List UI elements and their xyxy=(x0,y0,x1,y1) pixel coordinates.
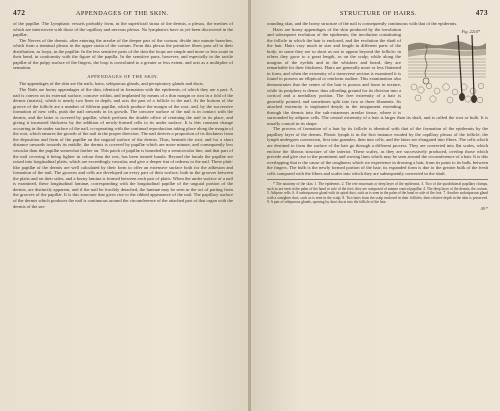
running-head-title-left: APPENDAGES OF THE SKIN. xyxy=(75,10,169,17)
left-body-text xyxy=(13,21,233,209)
paragraph: of the papillæ. The Lymphatic vessels probably form, in the superficial strata of the dermis, a plexus, the meshes of which are interwoven with those of the capillary and nervous plexus. No lymphatics have as yet been discovered in the papillæ. xyxy=(13,21,233,38)
figure-caption: Fig. 2214* xyxy=(461,28,480,34)
footnote xyxy=(267,179,488,205)
footnote-text: * The anatomy of the skin. 1. The epidermis. 2. The rete mucosum or deep layer of the epidermis. 3. Two of the quadrilateral papillary clumps, such as are seen in the palm of the hand or sole of the foot; they are composed of minute conical papillæ. 4. The deep layer of the dermis, the corium. 5. Adipose cells. 6. A sudoriparous gland with its spiral duct, such as is seen in the palm of the hand or sole of the foot. 7. Another sudoriparous gland with a straighter duct, such as is seen in the scalp. 8. Two hairs from the scalp enclosed in their follicles; their relative depth in the skin is preserved. 9. A pair of sebiparous glands, opening by short ducts into the follicle of the hair. xyxy=(267,182,488,205)
right-body-text xyxy=(267,21,488,176)
right-page xyxy=(251,0,500,411)
page-number-left: 472 xyxy=(13,8,26,17)
running-head-left xyxy=(13,8,233,17)
signature-mark: 49 * xyxy=(480,205,488,211)
running-head-right xyxy=(267,8,488,17)
section-heading: APPENDAGES OF THE SKIN. xyxy=(87,73,159,79)
paragraph: rounding skin, and the horny structure of the nail is consequently continuous with that of the epidermis. xyxy=(267,21,458,26)
running-head-title-right: STRUCTURE OF HAIRS. xyxy=(339,10,417,17)
paragraph: The appendages of the skin are the nails, hairs, sebiparous glands, and perspiratory glands and ducts. xyxy=(19,81,205,87)
paragraph: The process of formation of a hair by its follicle is identical with that of the formation of the epidermis by the papillary layer of the dermis. Plastic lymph is in the first instance exuded by the capillary plexus of the follicle, the lymph undergoes conversion, first into granules, then into cells, and the latter are elongated into fibres. The cells which are destined to form the surface of the hair go through a different process. They are converted into flat scales, which enclose the fibrous structure of the interior. These scales, as they are successively produced, overlap those which precede and give rise to the prominent and waving lines which may be seen around the circumference of a hair. It is this overlapping that is the cause of the roughness which we experience in drawing a hair, from its point to its bulb, between the fingers. The bulb is the newly formed portion of the hair; its expanded form is due to the greater bulk of the fresh cells compared with the fibres and scales into which they are subsequently converted in the shaft. xyxy=(267,126,488,176)
left-page xyxy=(0,0,249,411)
skin-section-illustration xyxy=(406,35,488,109)
skin-anatomy-figure xyxy=(406,29,488,109)
paragraph: The Nerves of the dermis, after entering the areolæ of the deeper part of the corium, divide into minute branches, which form a terminal plexus in the upper strata of the corium. From this plexus the primitive fibres pass off to their distribution, as loops, in the papillæ. In the less sensitive parts of the skin the loops are simple and more or less acute in their bend, in conformity with the figure of the papilla. In the sensitive parts, however, and especially in the tactile papillæ of the pulpy surface of the fingers, the loop is convoluted to a greater or less extent, and acts as a multiplier of sensation. xyxy=(13,37,233,71)
page-number-right: 473 xyxy=(475,8,488,17)
paragraph: Hairs are horny appendages of the skin produced by the involution and subsequent evolution of the epidermis; the involution constituting the follicle in which the hair is enclosed, and the evolution the shaft of the hair. Hairs vary much in size and length in different parts of the body; in some they are so short as not to appear beyond the follicle; in others they grow to a great length, as on the scalp; while along the margins of the eyelids and in the whiskers and beard, they are remarkable for their thickness. Hairs are generally more or less flattened in form, and when the extremity of a transverse section is examined it is found to possess an elliptical or reniform outline. This examination also demonstrates that the centre of the hair is porous and loose in texture, while its periphery is dense; thus affording ground for its division into a cortical and a medullary portion. The free extremity of a hair is generally pointed, and sometimes split into two or three filaments. Its attached extremity is implanted deeply in the integument extending through the dermis into the sub-cutaneous areolar tissue, where it is surrounded by adipose cells. The central extremity of a hair is larger than its shaft, and is called the root or bulb. It is usually conical in its shape. xyxy=(267,26,488,126)
paragraph: The Nails are horny appendages of the skin, identical in formation with the epidermis, of which they are a part. A nail is convex on its external surface, concave within, and implanted by means of a thin margin or root in a fold of the dermis (matrix), which is nearly two lines in depth, and acts the part of a follicle to the nail. At the bottom of the groove of the follicle are a number of filiform papillæ, which produce the margin of the root, and, by the successive formation of new cells, push the nail onwards in its growth. The concave surface of the nail is in contact with the dermis, and the latter is covered by papillæ, which perform the double office of retaining the nail in its place, and giving it increased thickness by the addition of newly-formed cells to its under surface. It is this constant change occurring in the under surface of the nail, co-operating with the continual reproduction taking place along the margin of the root, which ensures the growth of the nail in the proper direction. The nail derives a proportion of its thickness from the deposition and form of the papillæ on the unguial surface of the dermis. Thus, beneath the root, and for a short distance onwards towards its middle, the dermis is covered by papillæ which are more minute, and consequently less vascular than the papillæ somewhat farther on. This patch of papillæ is bounded by a semicircular line, and that part of the nail covering it being lighter in colour than the rest, has been termed lunula. Beyond the lunula the papillæ are raised into longitudinal plaits, which are exceedingly vascular, and give a deeper tint of redness to the nail. These plait-like papillæ of the dermis are well calculated by their form to offer an extensive surface both for the adhesion and formation of the nail. The grooves and cells are developed on every part of their surface, both in the grooves between the plaits and on their sides, and a horny lamina is formed between each pair of plaits. When the under surface of a nail is examined, these longitudinal laminæ, corresponding with the longitudinal papillæ of the unguial portion of the dermis, are distinctly apparent, and if the nail be forcibly detached, the laminæ may be seen in the act of parting from the grooves of the papillæ. It is this structure that gives rise to the ribbed appearance of the nail. The papillary surface of the dermis which produces the nail is continuous around the circumference of the attached part of that organ with the dermis of the sur- xyxy=(13,87,233,209)
